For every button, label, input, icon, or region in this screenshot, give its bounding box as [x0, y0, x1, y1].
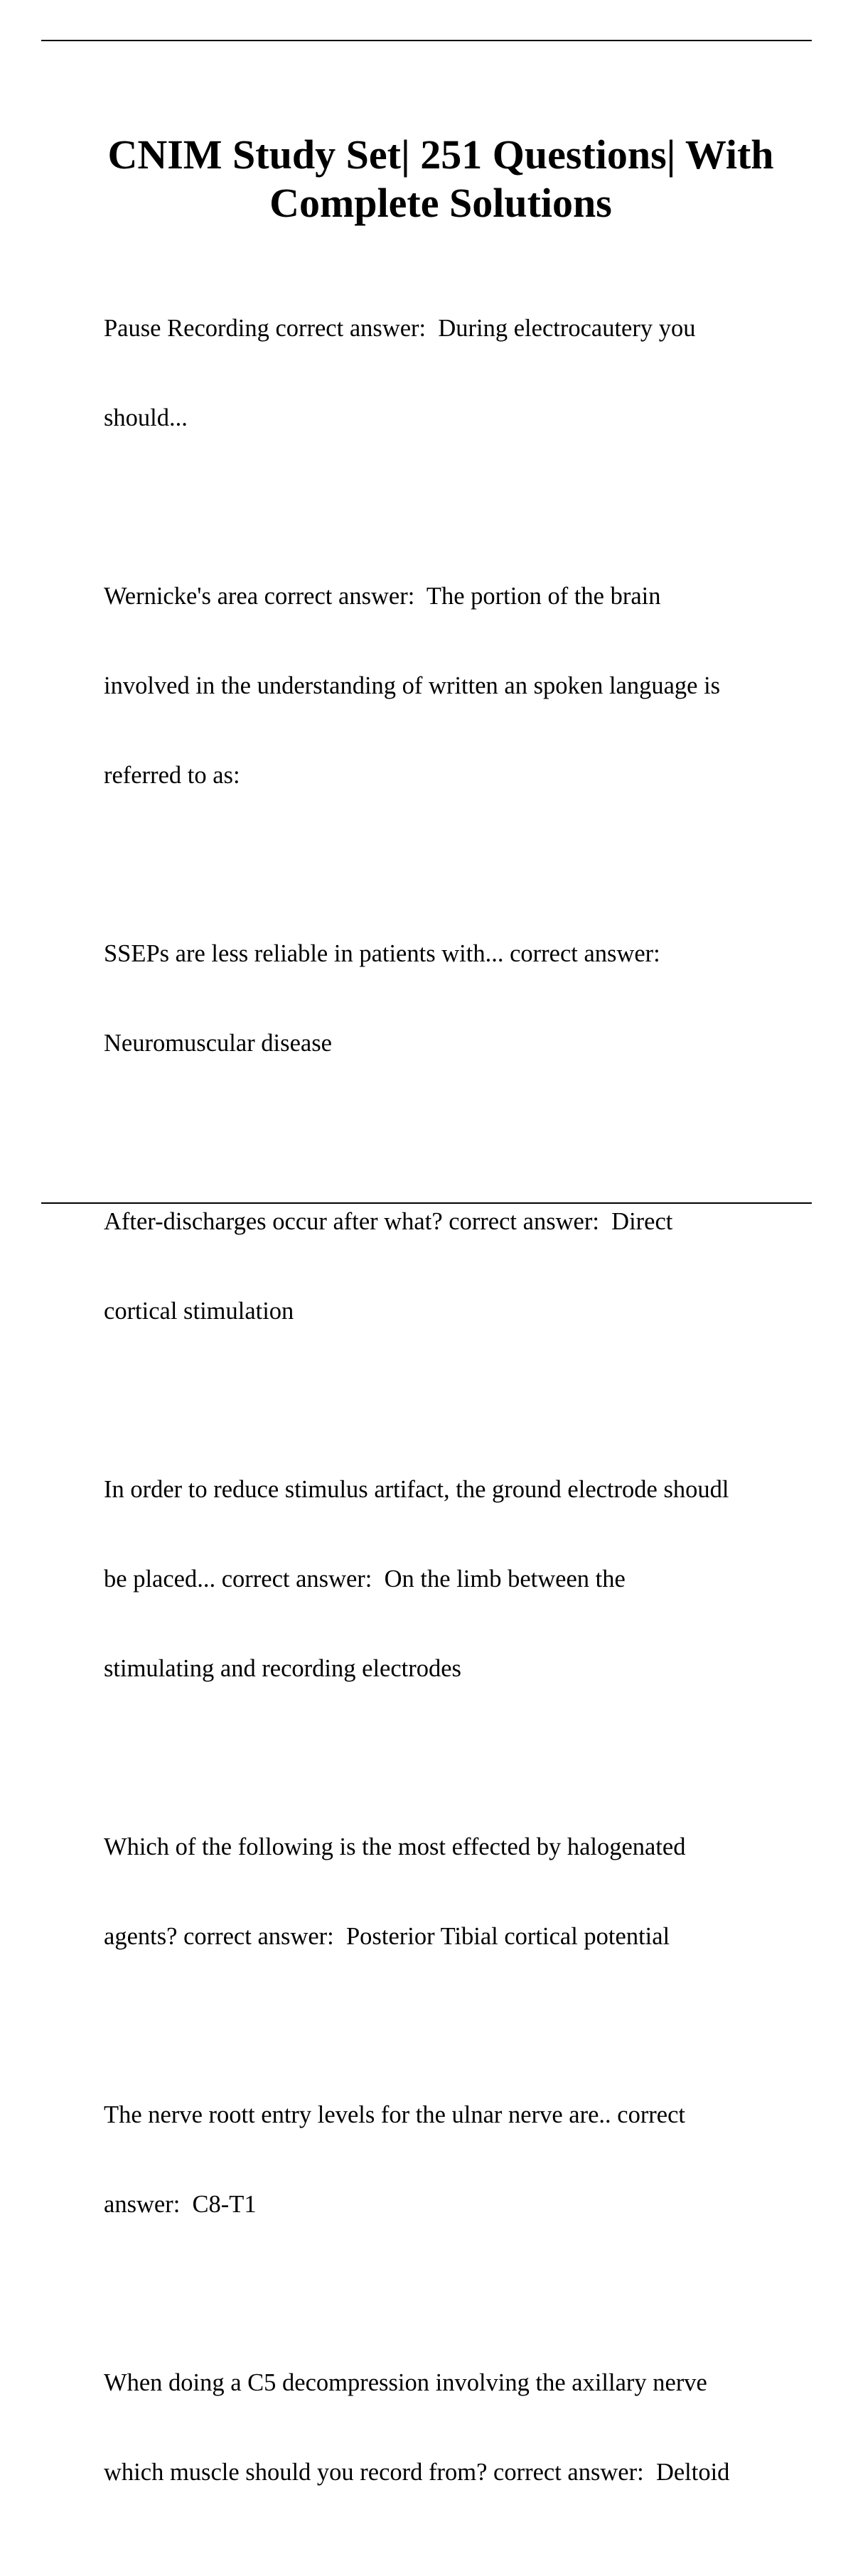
qa-entry-line: which muscle should you record from? correct answer: Deltoid	[104, 2459, 730, 2486]
qa-entry-line: cortical stimulation	[104, 1298, 294, 1325]
qa-entry-line: After-discharges occur after what? correct answer: Direct	[104, 1208, 673, 1235]
qa-entry	[104, 254, 815, 492]
qa-entry-line: agents? correct answer: Posterior Tibial cortical potential	[104, 1923, 670, 1950]
footer-rule	[41, 1202, 812, 1204]
qa-entry	[104, 2040, 815, 2279]
qa-entry-line: Neuromuscular disease	[104, 1030, 332, 1057]
qa-entry-line: be placed... correct answer: On the limb between the	[104, 1565, 626, 1593]
qa-entry	[104, 522, 815, 850]
qa-entry-line: Pause Recording correct answer: During electrocautery you	[104, 315, 696, 342]
page-title	[71, 131, 810, 227]
qa-entry-line: should...	[104, 404, 188, 431]
qa-entry	[104, 1415, 815, 1743]
qa-entry-line: In order to reduce stimulus artifact, the ground electrode shoudl	[104, 1476, 729, 1503]
qa-entry-line: answer: C8-T1	[104, 2191, 257, 2218]
qa-entry-line: Wernicke's area correct answer: The portion of the brain	[104, 583, 661, 610]
qa-entry-line: The nerve roott entry levels for the ulnar nerve are.. correct	[104, 2101, 686, 2128]
qa-entry-line: referred to as:	[104, 762, 240, 789]
qa-entry	[104, 1772, 815, 2011]
header-rule	[41, 40, 812, 41]
qa-entry-line: Which of the following is the most effected by halogenated	[104, 1833, 686, 1860]
qa-entry-line: involved in the understanding of written an spoken language is	[104, 672, 721, 699]
qa-entry-line: SSEPs are less reliable in patients with... correct answer:	[104, 940, 660, 967]
qa-entry	[104, 1147, 815, 1386]
qa-entry	[104, 879, 815, 1118]
title-line: CNIM Study Set| 251 Questions| With	[107, 131, 774, 178]
qa-entry-line: When doing a C5 decompression involving the axillary nerve	[104, 2369, 707, 2396]
title-line: Complete Solutions	[269, 180, 612, 226]
qa-entry	[104, 2308, 815, 2547]
question-answer-list	[104, 254, 815, 2576]
qa-entry-line: stimulating and recording electrodes	[104, 1655, 461, 1682]
